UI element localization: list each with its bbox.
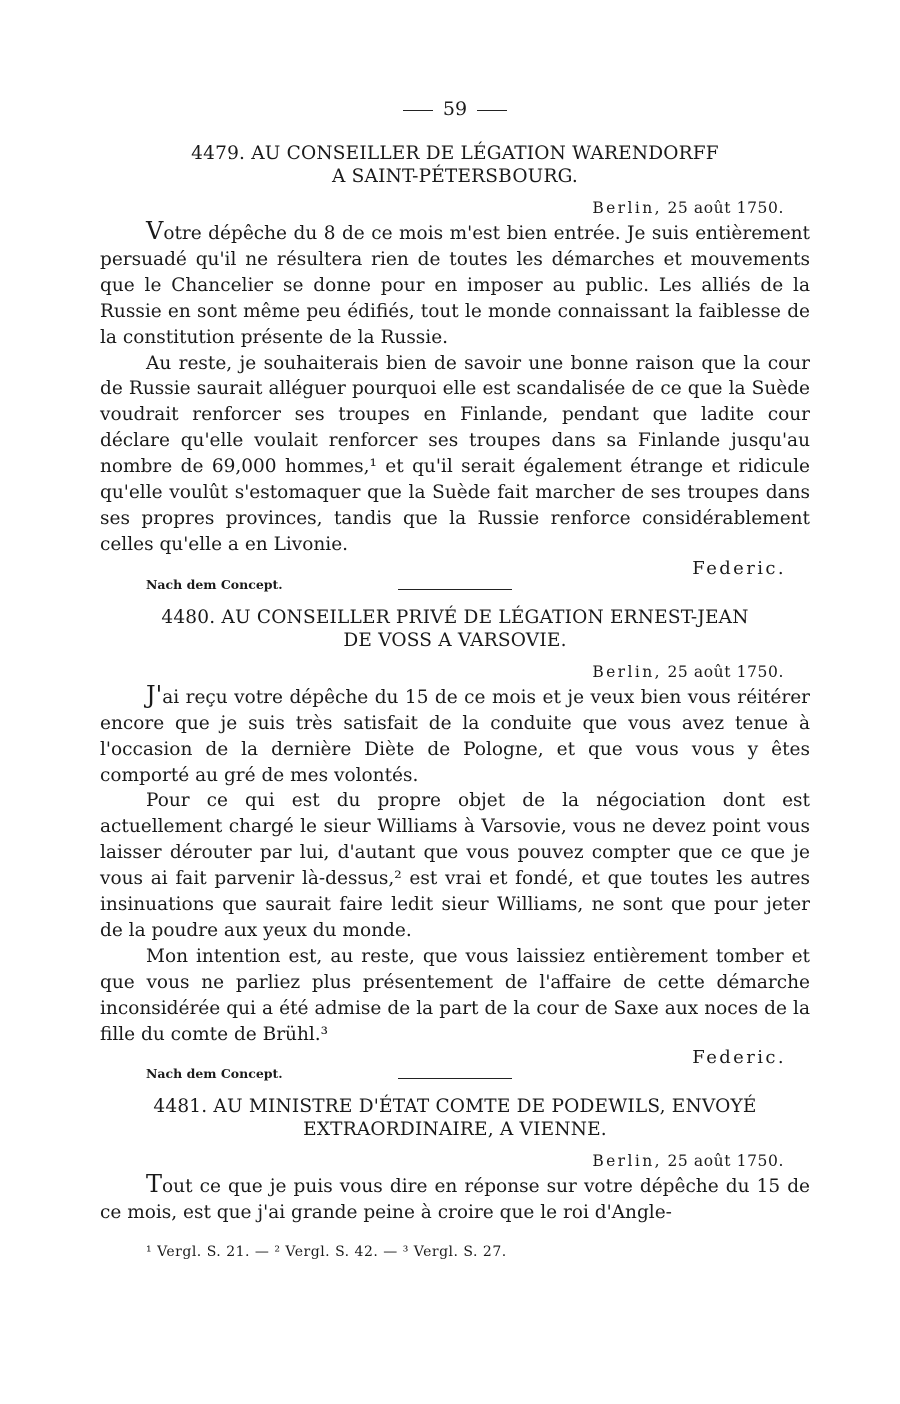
footnotes: ¹ Vergl. S. 21. — ² Vergl. S. 42. — ³ Vergl. S. 27. [146, 1244, 507, 1261]
heading-line-2: EXTRAORDINAIRE, A VIENNE. [303, 1119, 607, 1141]
letter-paragraph: Pour ce qui est du propre objet de la négociation dont est actuellement chargé le sieur Williams à Varsovie, vous ne devez point vous laisser dérouter par lui, d'autant que vous pouvez compter que ce que je vous ai fait parvenir là-dessus,² est vrai et fondé, et que toutes les autres insinuations que saurait faire ledit sieur Williams, ne sont que pour jeter de la poudre aux yeux du monde. [100, 790, 810, 941]
letter-heading [100, 142, 810, 188]
page-number-dash-left [403, 110, 433, 111]
letter-paragraph: Au reste, je souhaiterais bien de savoir une bonne raison que la cour de Russie saurait alléguer pourquoi elle est scandalisée de ce que la Suède voudrait renforcer ses troupes en Finlande, pendant que ladite cour déclare qu'elle voulait renforcer ses troupes dans sa Finlande jusqu'au nombre de 69,000 hommes,¹ et qu'il serait également étrange et ridicule qu'elle voulût s'estomaquer que la Suède fait marcher de ses troupes dans ses propres provinces, tandis que la Russie renforce considérablement celles qu'elle a en Livonie. [100, 352, 810, 555]
heading-line-1: 4480. AU CONSEILLER PRIVÉ DE LÉGATION ERNEST-JEAN [161, 606, 749, 628]
letter-heading [100, 606, 810, 652]
page-number-line [100, 92, 810, 126]
source-note: Nach dem Concept. [146, 1066, 283, 1082]
signature: Federic. [692, 1047, 786, 1069]
letter-closing [100, 1047, 810, 1082]
dateline [100, 661, 810, 683]
source-note: Nach dem Concept. [146, 576, 283, 592]
heading-line-1: 4481. AU MINISTRE D'ÉTAT COMTE DE PODEWILS, ENVOYÉ [153, 1096, 757, 1118]
dateline [100, 197, 810, 219]
letter-heading [100, 1095, 810, 1141]
letter-4481 [100, 1095, 810, 1226]
heading-line-1: 4479. AU CONSEILLER DE LÉGATION WARENDORFF [191, 143, 719, 164]
letter-paragraph: Tout ce que je puis vous dire en réponse sur votre dépêche du 15 de ce mois, est que j'ai grande peine à croire que le roi d'Angle- [100, 1170, 810, 1224]
page-number-dash-right [477, 110, 507, 111]
document-page [100, 92, 810, 1266]
dateline [100, 1150, 810, 1172]
dateline-place: Berlin, [592, 1152, 662, 1171]
letter-paragraph: Votre dépêche du 8 de ce mois m'est bien entrée. Je suis entièrement persuadé qu'il ne résultera rien de toutes les démarches et mouvements que le Chancelier se donne pour en imposer au public. Les alliés de la Russie en sont même peu édifiés, tout le monde connaissant la faiblesse de la constitution présente de la Russie. [100, 217, 810, 348]
letter-4480 [100, 606, 810, 1082]
dateline-date: 25 août 1750. [667, 1152, 784, 1171]
letter-paragraph: Mon intention est, au reste, que vous laissiez entièrement tomber et que vous ne parliez plus présentement de l'affaire de cette démarche inconsidérée qui a été admise de la part de la cour de Saxe aux noces de la fille du comte de Brühl.³ [100, 945, 810, 1045]
dateline-place: Berlin, [592, 662, 662, 681]
heading-line-2: A SAINT-PÉTERSBOURG. [332, 166, 578, 187]
page-number: 59 [442, 98, 468, 120]
dateline-date: 25 août 1750. [667, 199, 784, 217]
separator-rule [398, 1078, 512, 1079]
separator-rule [398, 589, 512, 590]
dateline-place: Berlin, [592, 199, 662, 217]
signature: Federic. [692, 557, 786, 579]
dateline-date: 25 août 1750. [667, 662, 784, 681]
letter-closing [100, 557, 810, 592]
letter-4479 [100, 142, 810, 592]
heading-line-2: DE VOSS A VARSOVIE. [343, 629, 567, 651]
letter-paragraph: J'ai reçu votre dépêche du 15 de ce mois et je veux bien vous réitérer encore que je suis très satisfait de la conduite que vous avez tenue à l'occasion de la dernière Diète de Pologne, et que vous vous y êtes comporté au gré de mes volontés. [100, 680, 810, 786]
